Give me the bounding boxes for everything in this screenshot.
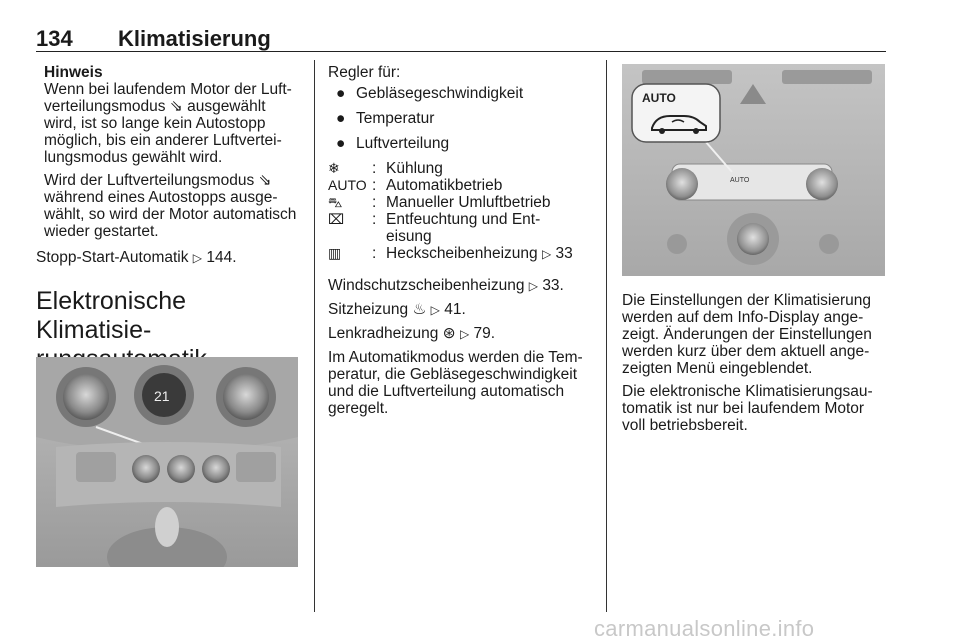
- symbol-legend: [328, 160, 596, 263]
- info-display-illustration: [622, 64, 885, 276]
- legend-row-demist: ⌧ : Entfeuchtung und Ent-eisung: [328, 211, 541, 245]
- auto-callout-label: AUTO: [642, 91, 676, 105]
- recirculation-car-icon: ⛍: [328, 194, 343, 210]
- rear-window-heating-icon: ▥: [328, 245, 342, 261]
- auto-icon: AUTO: [328, 177, 367, 193]
- auto-mode-paragraph: Im Automatikmodus werden die Tem-peratur, die Gebläsegeschwindigkeit und die Luftverteilung automatisch geregelt.: [328, 349, 583, 417]
- controls-list: [328, 85, 596, 152]
- page-ref-icon: ▷: [459, 327, 470, 341]
- section-title-line-1: Elektronische Klimatisie-: [36, 287, 187, 344]
- steering-wheel-icon: ⊛: [442, 325, 456, 342]
- svg-text:21: 21: [154, 388, 170, 404]
- note-paragraph-2: Wird der Luftverteilungsmodus ⇘ während eines Autostopps ausge-wählt, so wird der Motor automatisch wieder gestartet.: [44, 172, 297, 240]
- windshield-demist-icon: ⌧: [328, 211, 345, 227]
- operation-paragraph: Die elektronische Klimatisierungsau-tomatik ist nur bei laufendem Motor voll betriebsbereit.: [622, 383, 873, 434]
- note-heading: Hinweis: [44, 64, 103, 81]
- list-item: ● Gebläsegeschwindigkeit: [336, 85, 524, 102]
- seat-heating-reference: Sitzheizung ♨ ▷ 41.: [328, 301, 466, 318]
- seat-heating-icon: ♨: [412, 301, 427, 318]
- page-ref-icon: ▷: [528, 279, 538, 293]
- page-number: 134: [36, 26, 73, 51]
- steering-heating-page-link[interactable]: 79.: [473, 325, 496, 342]
- page-title: Klimatisierung: [118, 26, 271, 51]
- bullet-icon: ●: [336, 110, 346, 127]
- windshield-page-link[interactable]: 33.: [542, 277, 564, 294]
- page-ref-icon: ▷: [430, 303, 440, 317]
- note-paragraph-1: Wenn bei laufendem Motor der Luft-verteilungsmodus ⇘ ausgewählt wird, ist so lange kein Autostopp möglich, bis ein anderer Luftvertei-lungsmodus gewählt wird.: [44, 81, 292, 166]
- column-right-text: [622, 292, 886, 434]
- windshield-reference: Windschutzscheibenheizung ▷ 33.: [328, 277, 564, 294]
- list-item: ● Temperatur: [336, 110, 435, 127]
- climate-panel-photo: [36, 357, 298, 567]
- column-divider-2: [606, 60, 607, 612]
- legend-row-cooling: ❄ : Kühlung: [328, 160, 443, 177]
- legend-row-recirculation: ⛍ : Manueller Umluftbetrieb: [328, 194, 551, 211]
- seat-heating-page-link[interactable]: 41.: [444, 301, 466, 318]
- svg-text:AUTO: AUTO: [730, 177, 750, 184]
- display-paragraph: Die Einstellungen der Klimatisierung werden auf dem Info-Display ange-zeigt. Änderungen der Einstellungen werden kurz über dem aktuell ange-zeigten Menü eingeblendet.: [622, 292, 872, 377]
- header-rule: [36, 51, 886, 52]
- controls-intro: Regler für:: [328, 64, 401, 81]
- page-ref-icon: ▷: [541, 247, 552, 261]
- watermark: carmanualsonline.info: [594, 616, 815, 641]
- column-middle: [328, 64, 596, 417]
- bullet-icon: ●: [336, 85, 346, 102]
- page-header: [36, 26, 886, 54]
- bullet-icon: ●: [336, 135, 346, 152]
- climate-panel-illustration: [36, 357, 298, 567]
- rear-window-page-link[interactable]: 33: [555, 245, 573, 262]
- note-box: [36, 64, 302, 240]
- list-item: ● Luftverteilung: [336, 135, 450, 152]
- page-ref-icon: ▷: [192, 251, 203, 265]
- stop-start-text: Stopp-Start-Automatik: [36, 249, 189, 266]
- stop-start-page-link[interactable]: 144.: [206, 249, 237, 266]
- legend-row-rear-window: ▥ : Heckscheibenheizung ▷ 33: [328, 245, 573, 262]
- column-left: [36, 64, 302, 374]
- steering-heating-reference: Lenkradheizung ⊛ ▷ 79.: [328, 325, 496, 342]
- stop-start-reference: [36, 249, 302, 267]
- legend-row-auto: AUTO : Automatikbetrieb: [328, 177, 503, 194]
- snowflake-icon: ❄: [328, 160, 340, 176]
- info-display-photo: [622, 64, 885, 276]
- column-divider-1: [314, 60, 315, 612]
